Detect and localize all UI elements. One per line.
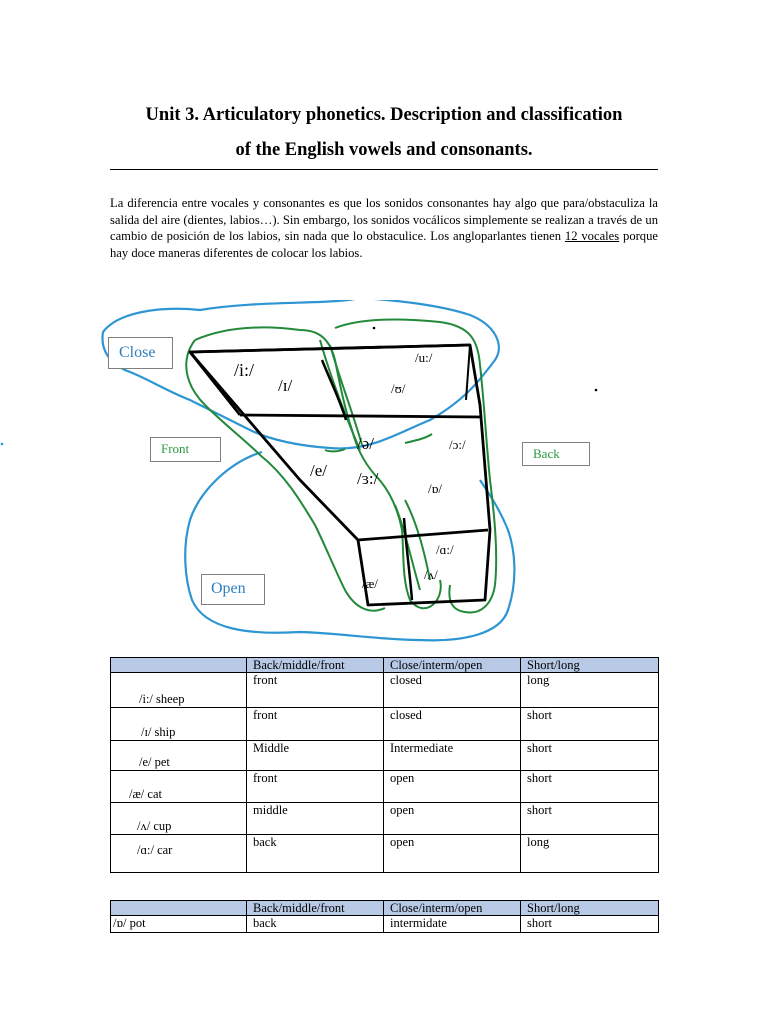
green-inner-stroke-2	[320, 340, 360, 450]
table-row	[111, 771, 659, 803]
table-header-row	[111, 658, 659, 673]
table-cell: short	[521, 803, 659, 835]
table-cell: back	[247, 916, 384, 933]
vowel-e: /e/	[310, 461, 327, 480]
table-cell: short	[521, 916, 659, 933]
table-cell-word: /æ/ cat	[111, 771, 247, 803]
table-row	[111, 803, 659, 835]
intro-underlined-text: 12 vocales	[564, 229, 620, 243]
table-cell: front	[247, 771, 384, 803]
dot-mark-left	[1, 443, 4, 446]
table-cell-word: /i:/ sheep	[111, 673, 247, 708]
table-row	[111, 741, 659, 771]
table-cell: short	[521, 741, 659, 771]
table-header-row	[111, 901, 659, 916]
table-cell: long	[521, 835, 659, 873]
intro-paragraph	[110, 195, 658, 261]
table-header-cell: Back/middle/front	[247, 901, 384, 916]
close-label: Close	[119, 344, 156, 361]
page-title	[110, 98, 658, 170]
table-cell-word: /ɑ:/ car	[111, 835, 247, 873]
table-cell: open	[384, 835, 521, 873]
table-cell: closed	[384, 673, 521, 708]
trapezium-open-mid-line	[358, 530, 488, 540]
table-cell: open	[384, 803, 521, 835]
trapezium-center-line	[322, 360, 346, 420]
table-cell: long	[521, 673, 659, 708]
intro-text-end: porque hay doce maneras diferentes de colocar los labios.	[110, 229, 658, 260]
table-cell: front	[247, 708, 384, 741]
back-label: Back	[533, 446, 560, 461]
trapezium-close-mid-line	[240, 415, 482, 417]
vowel-o: /ɒ/	[428, 481, 443, 496]
back-label-box	[522, 442, 590, 466]
table-row	[111, 708, 659, 741]
vowel-ae: /æ/	[362, 576, 378, 591]
table-header-cell: Back/middle/front	[247, 658, 384, 673]
vowel-u-short: /ʊ/	[391, 381, 406, 396]
vowel-schwa: /ə/	[357, 434, 374, 453]
table-header-cell: Short/long	[521, 901, 659, 916]
table-cell: Middle	[247, 741, 384, 771]
vowel-table-2	[110, 900, 659, 933]
table-cell: intermidate	[384, 916, 521, 933]
vowel-u-long: /u:/	[415, 350, 433, 365]
table-cell: Intermediate	[384, 741, 521, 771]
intro-text: La diferencia entre vocales y consonantes es que los sonidos consonantes hay algo que para/obstaculiza la salida del aire (dientes, labios…). Sin embargo, los sonidos vocálicos simplemente se realizan a través de un cambio de posición de los labios, sin nada que lo obstaculice. Los angloparlantes tienen	[110, 196, 658, 243]
table-header-cell	[111, 658, 247, 673]
title-line-1: Unit 3. Articulatory phonetics. Description and classification	[145, 105, 623, 125]
table-row	[111, 835, 659, 873]
table-cell: short	[521, 771, 659, 803]
table-cell: short	[521, 708, 659, 741]
vowel-i-long: /i:/	[234, 360, 255, 380]
front-label: Front	[161, 441, 190, 456]
dot-mark	[373, 327, 376, 330]
trapezium-left-upper	[190, 352, 240, 415]
table-row	[111, 673, 659, 708]
vowel-ar: /ɑ:/	[436, 542, 454, 557]
vowel-or: /ɔ:/	[449, 437, 466, 452]
table-header-cell: Short/long	[521, 658, 659, 673]
table-cell-word: /ɪ/ ship	[111, 708, 247, 741]
table-cell: middle	[247, 803, 384, 835]
table-row	[111, 916, 659, 933]
open-label: Open	[211, 580, 246, 597]
close-label-box	[108, 337, 173, 369]
table-cell: open	[384, 771, 521, 803]
dot-mark-right	[595, 389, 598, 392]
green-inner-stroke-1	[330, 345, 362, 445]
title-line-2: of the English vowels and consonants.	[235, 140, 533, 160]
vowel-i-short: /ɪ/	[278, 376, 293, 395]
vowel-uh: /ʌ/	[424, 567, 438, 582]
table-cell: closed	[384, 708, 521, 741]
vowel-er: /ɜ:/	[357, 469, 379, 488]
table-header-cell: Close/interm/open	[384, 901, 521, 916]
table-cell: front	[247, 673, 384, 708]
open-label-box	[201, 574, 265, 605]
table-cell-word: /e/ pet	[111, 741, 247, 771]
front-label-box	[150, 437, 221, 462]
table-header-cell: Close/interm/open	[384, 658, 521, 673]
table-header-cell	[111, 901, 247, 916]
vowel-table-1	[110, 657, 659, 873]
table-cell-word: /ʌ/ cup	[111, 803, 247, 835]
table-cell: back	[247, 835, 384, 873]
table-cell-word: /ɒ/ pot	[111, 916, 247, 933]
